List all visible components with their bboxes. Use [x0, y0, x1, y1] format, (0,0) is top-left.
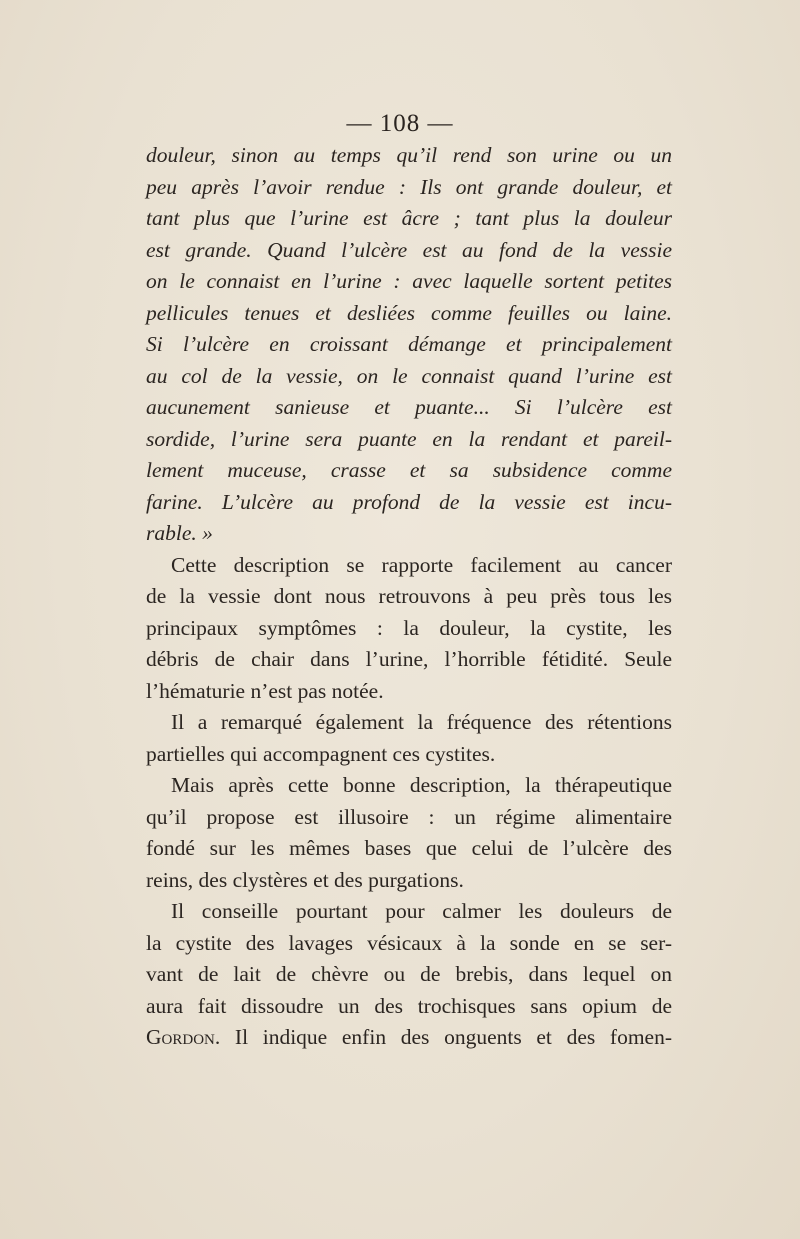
- text-fragment: . Il indique enfin des onguents et des fomen-: [214, 1025, 672, 1049]
- paragraph: [146, 550, 672, 708]
- text-line: de la vessie dont nous retrouvons à peu près tous les: [146, 584, 672, 608]
- quote-line: lement muceuse, crasse et sa subsidence comme: [146, 458, 672, 482]
- text-line: aura fait dissoudre un des trochisques sans opium de: [146, 993, 672, 1018]
- text-line: reins, des clystères et des purgations.: [146, 867, 464, 892]
- text-line: débris de chair dans l’urine, l’horrible fétidité. Seule: [146, 647, 672, 671]
- quote-line: au col de la vessie, on le connaist quand l’urine est: [146, 363, 672, 388]
- quote-line: farine. L’ulcère au profond de la vessie est incu-: [146, 489, 672, 514]
- paragraph: [146, 896, 672, 1054]
- author-name: Gordon: [146, 1025, 215, 1049]
- text-line: qu’il propose est illusoire : un régime alimentaire: [146, 804, 672, 829]
- quote-line: aucunement sanieuse et puante... Si l’ulcère est: [146, 395, 672, 419]
- text-line: Cette description se rapporte facilement au cancer: [171, 552, 672, 577]
- text-line: Il conseille pourtant pour calmer les douleurs de: [171, 899, 672, 923]
- text-line: principaux symptômes : la douleur, la cystite, les: [146, 615, 672, 640]
- quote-line: peu après l’avoir rendue : Ils ont grande douleur, et: [146, 174, 672, 199]
- paragraph: [146, 707, 672, 770]
- text-line: Mais après cette bonne description, la thérapeutique: [171, 773, 672, 797]
- quote-line: Si l’ulcère en croissant démange et principalement: [146, 332, 672, 356]
- text-line: l’hématurie n’est pas notée.: [146, 678, 384, 703]
- text-line: la cystite des lavages vésicaux à la sonde en se ser-: [146, 930, 672, 955]
- text-line: [146, 1022, 672, 1054]
- quote-line: tant plus que l’urine est âcre ; tant plus la douleur: [146, 206, 672, 230]
- quote-line: douleur, sinon au temps qu’il rend son urine ou un: [146, 143, 672, 167]
- paragraph: [146, 770, 672, 896]
- quote-line: on le connaist en l’urine : avec laquelle sortent petites: [146, 269, 672, 293]
- text-line: Il a remarqué également la fréquence des rétentions: [171, 710, 672, 734]
- text-line: fondé sur les mêmes bases que celui de l’ulcère des: [146, 836, 672, 860]
- text-line: partielles qui accompagnent ces cystites.: [146, 741, 496, 766]
- page-number: — 108 —: [346, 110, 454, 137]
- quote-line: pellicules tenues et desliées comme feuilles ou laine.: [146, 300, 672, 325]
- quote-line: sordide, l’urine sera puante en la rendant et pareil-: [146, 426, 672, 451]
- text-line: vant de lait de chèvre ou de brebis, dans lequel on: [146, 962, 672, 986]
- page-text: [146, 140, 672, 1054]
- quote-line: rable. »: [146, 521, 213, 545]
- quote-line: est grande. Quand l’ulcère est au fond de la vessie: [146, 237, 672, 262]
- quotation-block: [146, 140, 672, 550]
